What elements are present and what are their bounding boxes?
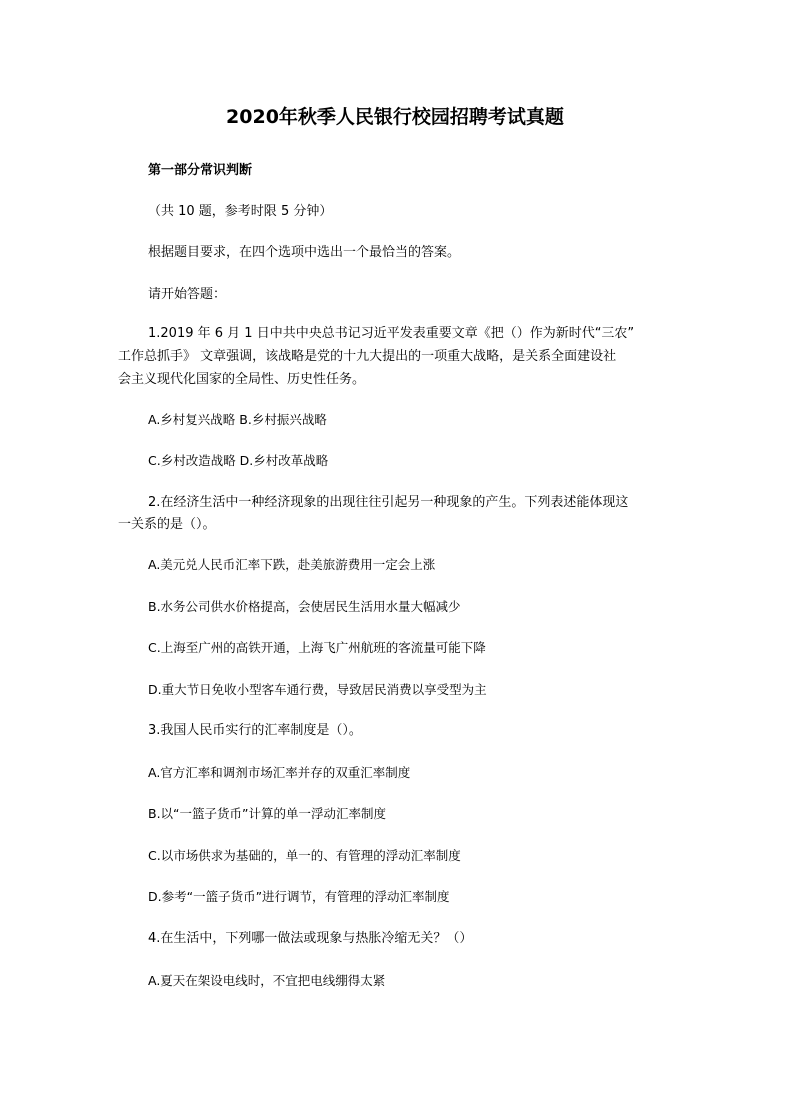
question-1-line-3: 会主义现代化国家的全局性、历史性任务。 (118, 372, 366, 387)
question-1-line-2: 工作总抓手》 文章强调，该战略是党的十九大提出的一项重大战略，是关系全面建设社 (118, 349, 617, 364)
document-title: 2020年秋季人民银行校园招聘考试真题 (226, 106, 564, 128)
question-2-line-2: 一关系的是（）。 (118, 517, 216, 532)
section-title: 第一部分常识判断 (148, 163, 253, 178)
start-prompt: 请开始答题： (148, 287, 227, 302)
question-3-option-d: D.参考“一篮子货币”进行调节，有管理的浮动汇率制度 (148, 889, 450, 904)
question-1-option-line-2: C.乡村改造战略 D.乡村改革战略 (148, 453, 329, 468)
question-2-option-d: D.重大节日免收小型客车通行费，导致居民消费以享受型为主 (148, 682, 487, 697)
instruction-text: 根据题目要求，在四个选项中选出一个最恰当的答案。 (148, 245, 461, 260)
question-1-line-1: 1.2019 年 6 月 1 日中共中央总书记习近平发表重要文章《把（）作为新时代“三农” (148, 326, 635, 341)
question-2-option-a: A.美元兑人民币汇率下跌，赴美旅游费用一定会上涨 (148, 557, 436, 572)
question-1-option-line-1: A.乡村复兴战略 B.乡村振兴战略 (148, 412, 327, 427)
question-2-option-c: C.上海至广州的高铁开通，上海飞广州航班的客流量可能下降 (148, 640, 486, 655)
question-3-option-c: C.以市场供求为基础的，单一的、有管理的浮动汇率制度 (148, 848, 461, 863)
question-3-line-1: 3.我国人民币实行的汇率制度是（）。 (148, 723, 362, 738)
question-4-option-a: A.夏天在架设电线时，不宜把电线绷得太紧 (148, 973, 386, 988)
question-3-option-a: A.官方汇率和调剂市场汇率并存的双重汇率制度 (148, 765, 411, 780)
section-meta: （共 10 题，参考时限 5 分钟） (148, 204, 333, 219)
question-2-option-b: B.水务公司供水价格提高，会使居民生活用水量大幅减少 (148, 599, 461, 614)
question-4-line-1: 4.在生活中，下列哪一做法或现象与热胀冷缩无关？（） (148, 931, 473, 946)
question-3-option-b: B.以“一篮子货币”计算的单一浮动汇率制度 (148, 806, 387, 821)
question-2-line-1: 2.在经济生活中一种经济现象的出现往往引起另一种现象的产生。下列表述能体现这 (148, 495, 629, 510)
